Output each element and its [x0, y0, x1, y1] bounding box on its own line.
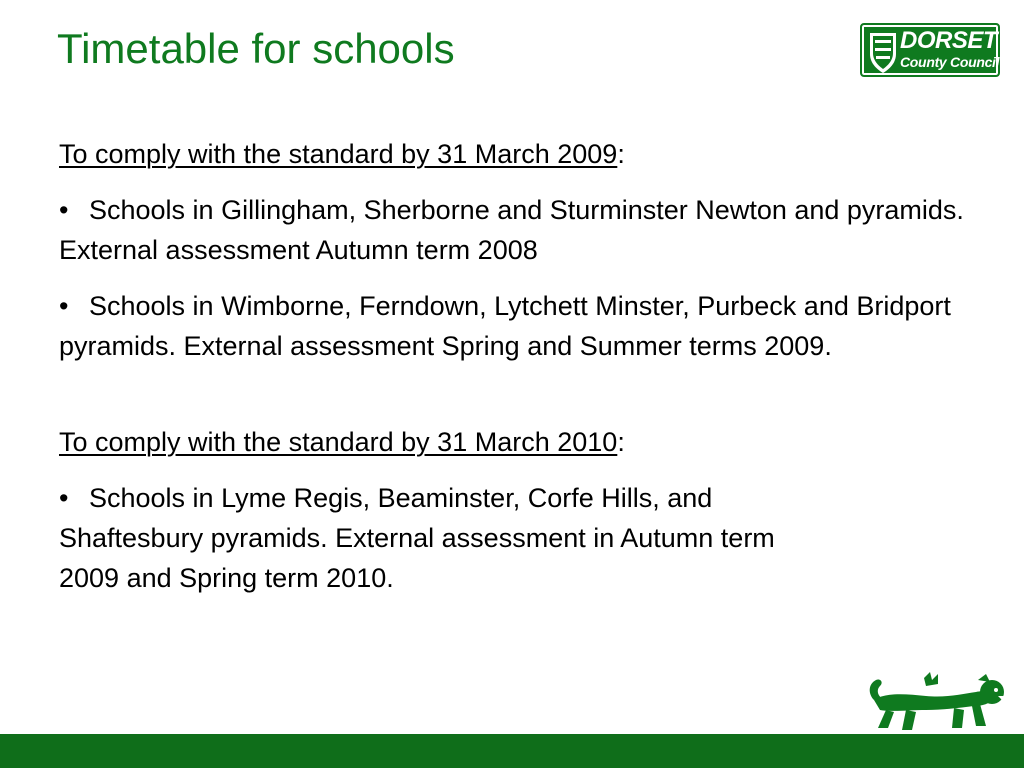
bullet-item — [59, 190, 989, 270]
bullet-text: Schools in Gillingham, Sherborne and Sturminster Newton and pyramids. External assessment Autumn term 2008 — [59, 195, 964, 265]
bullet-item — [59, 286, 989, 366]
coat-of-arms-icon — [868, 30, 898, 74]
bullet-text: Schools in Wimborne, Ferndown, Lytchett Minster, Purbeck and Bridport pyramids. External assessment Spring and Summer terms 2009. — [59, 291, 951, 361]
slide-content — [59, 134, 989, 598]
section-heading-text: To comply with the standard by 31 March 2010 — [59, 427, 618, 457]
bullet-text: Schools in Lyme Regis, Beaminster, Corfe Hills, and Shaftesbury pyramids. External assessment in Autumn term 2009 and Spring term 2010. — [59, 483, 775, 593]
page-title: Timetable for schools — [57, 25, 455, 72]
bullet-glyph: • — [59, 483, 69, 513]
bullet-item — [59, 478, 839, 598]
section-heading-text: To comply with the standard by 31 March 2009 — [59, 139, 618, 169]
dorset-county-council-logo — [860, 23, 1000, 77]
section-2010 — [59, 422, 989, 598]
logo-sub-text: County Council — [900, 54, 1000, 70]
bullet-glyph: • — [59, 291, 69, 321]
bullet-glyph: • — [59, 195, 69, 225]
section-heading — [59, 134, 989, 174]
section-heading-colon: : — [617, 139, 625, 169]
dorset-lion-icon — [866, 670, 1020, 734]
section-heading-colon: : — [617, 427, 625, 457]
bottom-accent-bar — [0, 734, 1024, 768]
section-2009 — [59, 134, 989, 366]
logo-main-text: DORSET — [900, 27, 998, 54]
section-heading — [59, 422, 989, 462]
